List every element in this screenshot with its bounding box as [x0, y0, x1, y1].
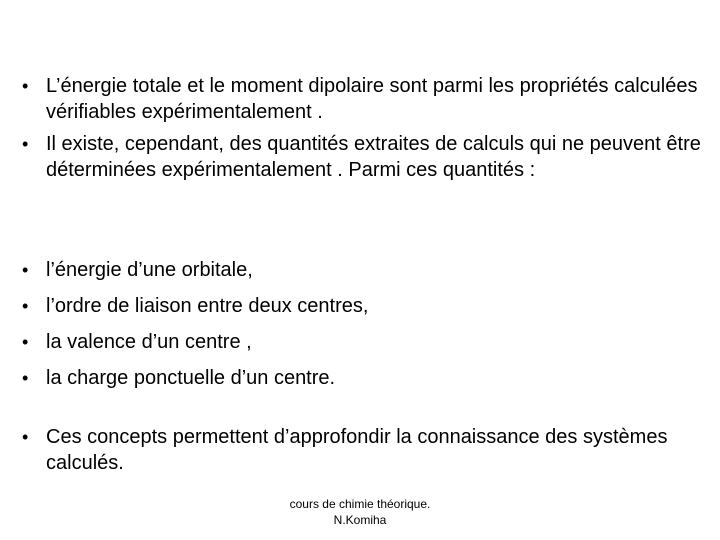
bullet-item	[20, 73, 710, 125]
bullet-icon: •	[22, 368, 29, 388]
bullet-text: la valence d’un centre ,	[46, 331, 252, 353]
bullet-text: Il existe, cependant, des quantités extraites de calculs qui ne peuvent être déterminées expérimentalement . Parmi ces quantités :	[46, 133, 701, 181]
quantity-bullet-list	[20, 257, 710, 391]
bullet-icon: •	[22, 134, 29, 154]
slide-footer	[260, 496, 460, 528]
footer-course-title: cours de chimie théorique.	[289, 497, 431, 511]
bullet-icon: •	[22, 427, 29, 447]
conclusion-bullet-list	[20, 424, 710, 476]
bullet-icon: •	[22, 296, 29, 316]
bullet-text: la charge ponctuelle d’un centre.	[46, 367, 336, 389]
bullet-icon: •	[22, 76, 29, 96]
bullet-item	[20, 365, 710, 391]
bullet-item	[20, 131, 710, 183]
bullet-item	[20, 424, 710, 476]
bullet-text: l’ordre de liaison entre deux centres,	[46, 295, 369, 317]
intro-bullet-list	[20, 73, 710, 183]
bullet-icon: •	[22, 260, 29, 280]
bullet-item	[20, 293, 710, 319]
bullet-text: Ces concepts permettent d’approfondir la connaissance des systèmes calculés.	[46, 426, 668, 474]
bullet-icon: •	[22, 332, 29, 352]
bullet-item	[20, 329, 710, 355]
bullet-text: L’énergie totale et le moment dipolaire sont parmi les propriétés calculées vérifiables expérimentalement .	[46, 75, 698, 123]
footer-author: N.Komiha	[333, 513, 387, 527]
bullet-text: l’énergie d’une orbitale,	[46, 259, 253, 281]
bullet-item	[20, 257, 710, 283]
